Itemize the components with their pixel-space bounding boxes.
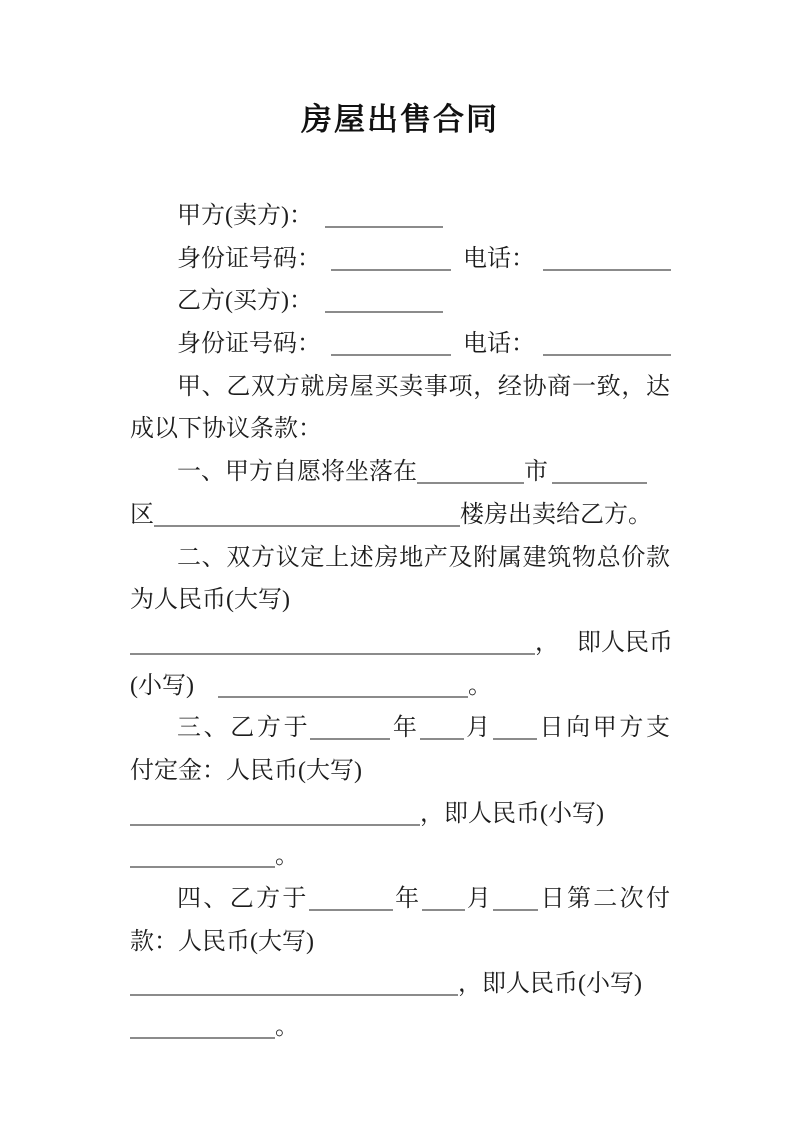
- clause-3-line-3: [130, 793, 670, 836]
- blank-field: [543, 334, 671, 356]
- text-run: 身份证号码：: [177, 245, 321, 272]
- spacer: [451, 264, 463, 266]
- text-run: ，即人民币(小写): [458, 971, 642, 998]
- blank-field: [543, 249, 671, 271]
- text-run: 日向甲方支: [536, 715, 671, 742]
- blank-field: [420, 718, 464, 740]
- spacer: [194, 691, 218, 693]
- text-run: 一、甲方自愿将坐落在: [177, 459, 417, 486]
- blank-field: [154, 505, 460, 527]
- blank-field: [417, 462, 524, 484]
- clause-3-line-4: [130, 835, 670, 878]
- text-run: 为人民币(大写): [130, 587, 290, 614]
- text-run: ，: [535, 629, 559, 656]
- clause-4-line-3: [130, 963, 670, 1006]
- blank-field: [130, 974, 458, 996]
- preamble-line-2: [130, 408, 670, 451]
- clause-4-line-1: [130, 878, 670, 921]
- blank-field: [493, 718, 537, 740]
- blank-field: [130, 1017, 275, 1039]
- clause-1-line-1: [130, 451, 670, 494]
- text-run: 成以下协议条款：: [130, 416, 322, 443]
- text-run: 区: [130, 501, 154, 528]
- blank-field: [130, 633, 535, 655]
- blank-field: [130, 846, 275, 868]
- blank-field: [130, 804, 420, 826]
- text-run: 甲、乙双方就房屋买卖事项，经协商一致，达: [177, 373, 670, 400]
- text-run: 楼房出卖给乙方。: [460, 501, 652, 528]
- text-run: 即人民币: [577, 629, 673, 656]
- blank-field: [331, 249, 451, 271]
- spacer: [313, 221, 325, 223]
- clause-4-line-4: [130, 1006, 670, 1049]
- blank-field: [310, 718, 390, 740]
- text-run: 二、双方议定上述房地产及附属建筑物总价款: [177, 544, 670, 571]
- spacer: [313, 306, 325, 308]
- document-body: [130, 195, 673, 1049]
- text-run: 市: [524, 459, 548, 486]
- spacer: [321, 264, 331, 266]
- text-run: 月: [463, 715, 493, 742]
- text-run: 月: [464, 886, 494, 912]
- spacer: [535, 264, 543, 266]
- spacer: [321, 349, 331, 351]
- text-run: 日第二次付: [538, 886, 671, 912]
- blank-field: [422, 889, 465, 911]
- text-run: 乙方(买方)：: [177, 288, 313, 315]
- clause-2-line-4: [130, 665, 670, 708]
- preamble-line-1: [130, 366, 670, 409]
- text-run: (小写): [130, 672, 194, 699]
- blank-field: [493, 889, 538, 911]
- text-run: 款：人民币(大写): [130, 928, 314, 955]
- text-run: 。: [275, 843, 299, 870]
- text-run: 电话：: [463, 245, 535, 272]
- text-run: 年: [390, 715, 420, 742]
- blank-field: [218, 676, 468, 698]
- document-title: 房屋出售合同: [301, 102, 499, 137]
- clause-3-line-2: [130, 750, 670, 793]
- text-run: 甲方(卖方)：: [177, 203, 313, 229]
- text-run: 电话：: [463, 331, 535, 358]
- text-run: ，即人民币(小写): [420, 800, 604, 827]
- text-run: 年: [392, 886, 422, 912]
- text-run: 。: [467, 672, 492, 699]
- spacer: [451, 349, 463, 351]
- blank-field: [552, 462, 647, 484]
- text-run: 四、乙方于: [177, 886, 309, 912]
- text-run: 付定金：人民币(大写): [130, 757, 362, 784]
- clause-1-line-2: [130, 494, 670, 537]
- clause-2-line-1: [130, 537, 670, 580]
- party-b-id-phone-line: [130, 323, 670, 366]
- blank-field: [325, 206, 443, 228]
- spacer: [535, 349, 543, 351]
- party-b-line: [130, 280, 670, 323]
- clause-2-line-3: [130, 622, 673, 665]
- blank-field: [331, 334, 451, 356]
- blank-field: [325, 291, 443, 313]
- text-run: 三、乙方于: [177, 715, 311, 742]
- clause-3-line-1: [130, 707, 670, 750]
- blank-field: [309, 889, 393, 911]
- text-run: 。: [275, 1014, 299, 1041]
- party-a-id-phone-line: [130, 238, 670, 281]
- text-run: 身份证号码：: [177, 331, 321, 358]
- party-a-line: [130, 195, 670, 238]
- clause-2-line-2: [130, 579, 670, 622]
- clause-4-line-2: [130, 921, 670, 964]
- spacer: [559, 648, 577, 650]
